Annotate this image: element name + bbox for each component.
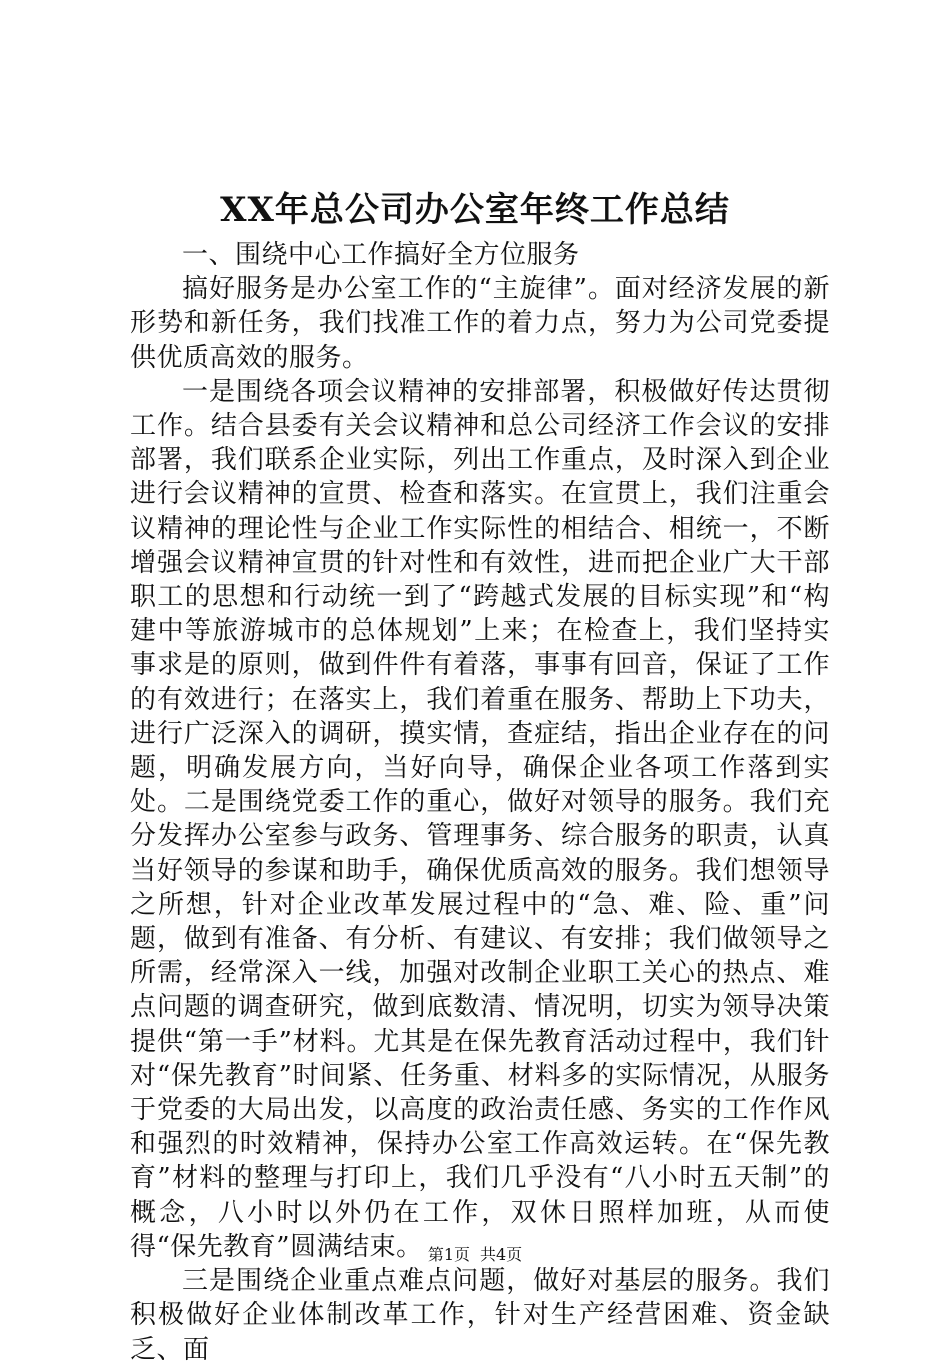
document-title: XX年总公司办公室年终工作总结 <box>220 190 730 230</box>
page-total: 共4页 <box>480 1245 523 1264</box>
document-body <box>130 238 830 1367</box>
page-number: 第1页 <box>427 1245 470 1264</box>
page-footer <box>0 1244 950 1266</box>
section-heading: 一、围绕中心工作搞好全方位服务 <box>182 240 580 270</box>
body-paragraph: 搞好服务是办公室工作的“主旋律”。面对经济发展的新形势和新任务，我们找准工作的着力点，努力为公司党委提供优质高效的服务。 <box>130 274 830 373</box>
body-paragraph: 一是围绕各项会议精神的安排部署，积极做好传达贯彻工作。结合县委有关会议精神和总公司经济工作会议的安排部署，我们联系企业实际，列出工作重点，及时深入到企业进行会议精神的宣贯、检查和落实。在宣贯上，我们注重会议精神的理论性与企业工作实际性的相结合、相统一，不断增强会议精神宣贯的针对性和有效性，进而把企业广大干部职工的思想和行动统一到了“跨越式发展的目标实现”和“构建中等旅游城市的总体规划”上来；在检查上，我们坚持实事求是的原则，做到件件有着落，事事有回音，保证了工作的有效进行；在落实上，我们着重在服务、帮助上下功夫，进行广泛深入的调研，摸实情，查症结，指出企业存在的问题，明确发展方向，当好向导，确保企业各项工作落到实处。二是围绕党委工作的重心，做好对领导的服务。我们充分发挥办公室参与政务、管理事务、综合服务的职责，认真当好领导的参谋和助手，确保优质高效的服务。我们想领导之所想，针对企业改革发展过程中的“急、难、险、重”问题，做到有准备、有分析、有建议、有安排；我们做领导之所需，经常深入一线，加强对改制企业职工关心的热点、难点问题的调查研究，做到底数清、情况明，切实为领导决策提供“第一手”材料。尤其是在保先教育活动过程中，我们针对“保先教育”时间紧、任务重、材料多的实际情况，从服务于党委的大局出发，以高度的政治责任感、务实的工作作风和强烈的时效精神，保持办公室工作高效运转。在“保先教育”材料的整理与打印上，我们几乎没有“八小时五天制”的概念，八小时以外仍在工作，双休日照样加班，从而使得“保先教育”圆满结束。 <box>130 376 830 1262</box>
body-paragraph: 三是围绕企业重点难点问题，做好对基层的服务。我们积极做好企业体制改革工作，针对生产经营困难、资金缺乏、面 <box>130 1266 830 1365</box>
